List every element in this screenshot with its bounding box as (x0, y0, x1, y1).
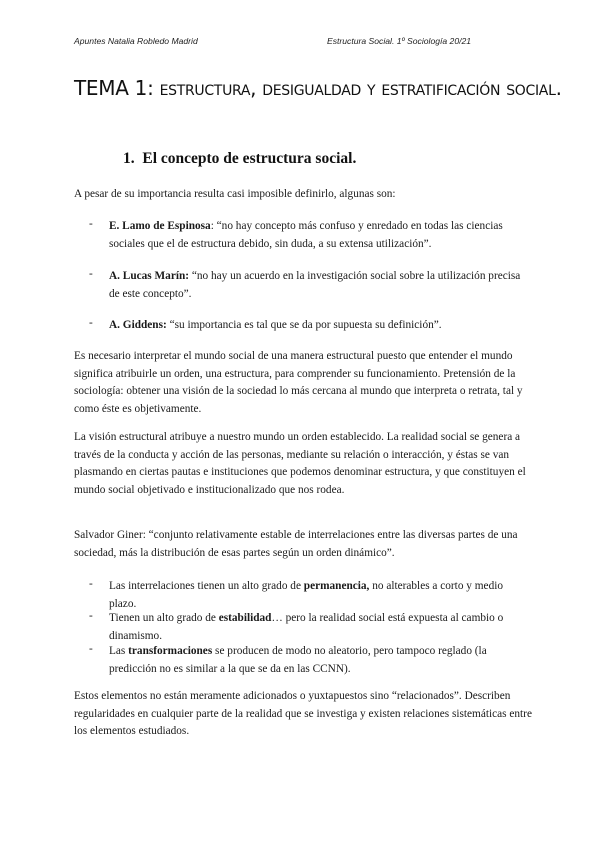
list-dash: - (89, 643, 93, 655)
definition-author: A. Lucas Marín: (109, 270, 190, 282)
section-heading (123, 150, 356, 168)
paragraph-2: La visión estructural atribuye a nuestro mundo un orden establecido. La realidad social se genera a través de la conducta y acción de las personas, mediante su relación o interacción, y éstas se van plasmando en ciertas pautas e instituciones que podemos denominar estructura, y que constituyen el mundo social objetivado e institucionalizado que nos rodea. (74, 431, 526, 496)
paragraph-1: Es necesario interpretar el mundo social de una manera estructural puesto que entender el mundo significa atribuirle un orden, una estructura, para comprender su funcionamiento. Pretensión de la sociología: obtener una visión de la sociedad lo más cercana al mundo que interpreta o retrata, tal y como éste es objetivamente. (74, 350, 523, 415)
section-heading-text: El concepto de estructura social. (142, 150, 357, 167)
header-left: Apuntes Natalia Robledo Madrid (74, 36, 198, 46)
feature-post: se producen de modo no aleatorio, pero tampoco reglado (la predicción no es similar a la que se da en las CCNN). (109, 645, 487, 675)
definition-item (109, 218, 529, 253)
feature-bold: transformaciones (128, 645, 213, 657)
definition-text: “su importancia es tal que se da por supuesta su definición”. (166, 319, 442, 331)
paragraph-4: Estos elementos no están meramente adicionados o yuxtapuestos sino “relacionados”. Describen regularidades en cualquier parte de la realidad que se investiga y existen relaciones sistemáticas entre los elementos estudiados. (74, 690, 532, 737)
definition-text: “no hay un acuerdo en la investigación social sobre la utilización precisa de este concepto”. (109, 270, 521, 300)
definition-author: E. Lamo de Espinosa (109, 220, 211, 232)
section-number: 1. (123, 150, 135, 167)
feature-pre: Tienen un alto grado de (109, 612, 219, 624)
list-dash: - (89, 610, 93, 622)
feature-item (109, 643, 529, 678)
list-dash: - (89, 317, 93, 329)
list-dash: - (89, 268, 93, 280)
feature-bold: estabilidad (218, 612, 272, 624)
feature-post: … pero la realidad social está expuesta al cambio o dinamismo. (109, 612, 504, 642)
feature-pre: Las interrelaciones tienen un alto grado de (109, 580, 304, 592)
header-right: Estructura Social. 1º Sociología 20/21 (327, 36, 472, 46)
list-dash: - (89, 218, 93, 230)
definition-author: A. Giddens: (109, 319, 167, 331)
page-title (74, 76, 562, 100)
feature-post: no alterables a corto y medio plazo. (109, 580, 504, 610)
feature-pre: Las (109, 645, 129, 657)
definition-item (109, 268, 529, 303)
definition-item (109, 317, 529, 335)
title-prefix: TEMA 1: (74, 76, 160, 100)
paragraph-3: Salvador Giner: “conjunto relativamente estable de interrelaciones entre las diversas partes de una sociedad, más la distribución de esas partes según un orden dinámico”. (74, 529, 518, 559)
list-dash: - (89, 578, 93, 590)
intro-paragraph: A pesar de su importancia resulta casi imposible definirlo, algunas son: (74, 188, 396, 200)
feature-bold: permanencia, (303, 580, 370, 592)
definition-text: : “no hay concepto más confuso y enredado en todas las ciencias sociales que el de estructura debido, sin duda, a su extensa utilización”. (109, 220, 503, 250)
feature-item (109, 578, 529, 613)
title-rest: estructura, desigualdad y estratificación social. (159, 76, 562, 100)
feature-item (109, 610, 529, 645)
